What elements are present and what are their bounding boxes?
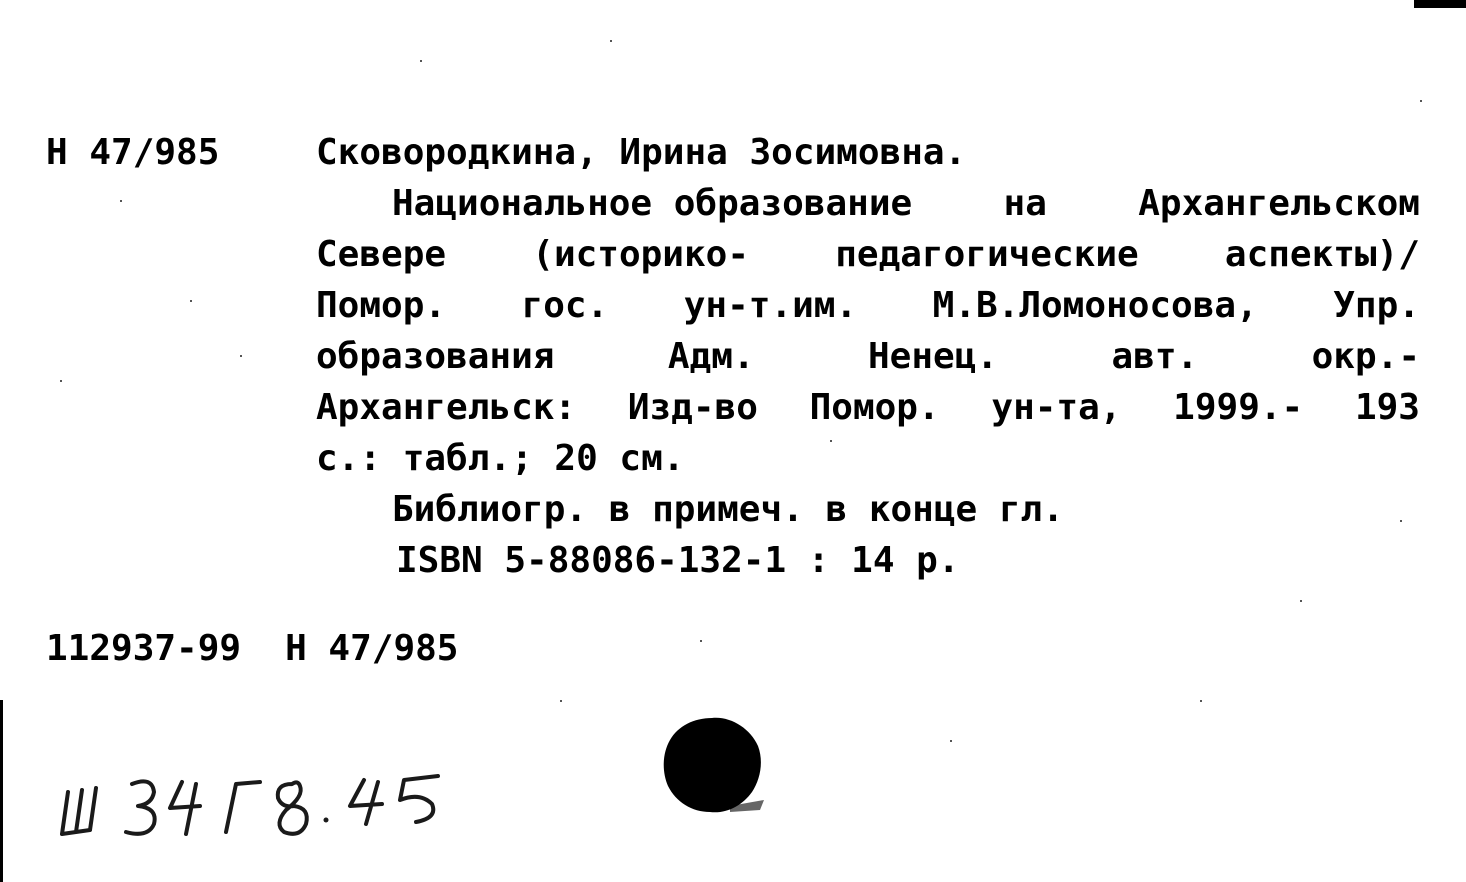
title-line-3-part-1: Помор.: [316, 285, 447, 326]
author-heading: Сковородкина, Ирина Зосимовна.: [316, 132, 967, 173]
accession-number: 112937-99: [46, 628, 242, 669]
title-line-3-part-4: М.В.Ломоносова,: [932, 285, 1258, 326]
title-line-3-part-3: ун-т.им.: [683, 285, 858, 326]
title-line-5-part-4: ун-та,: [991, 387, 1122, 428]
title-line-3-part-5: Упр.: [1333, 285, 1420, 326]
title-line-4: [316, 331, 1420, 382]
punch-hole: [660, 714, 764, 818]
call-number-bottom: Н 47/985: [285, 628, 459, 669]
title-line-5-part-3: Помор.: [809, 387, 940, 428]
title-line-1-part-2: на: [1003, 183, 1047, 224]
title-line-5-part-2: Изд-во: [627, 387, 758, 428]
title-line-5: [316, 382, 1420, 433]
title-line-2: [316, 229, 1420, 280]
title-line-2-part-2: (историко-: [532, 234, 750, 275]
title-line-3: [316, 280, 1420, 331]
physical-description: с.: табл.; 20 см.: [316, 438, 685, 479]
corner-mark: [1414, 0, 1466, 8]
title-line-4-part-2: Адм.: [667, 336, 755, 377]
title-line-4-part-5: окр.-: [1311, 336, 1420, 377]
title-line-3-part-2: гос.: [521, 285, 609, 326]
title-line-2-part-3: педагогические: [835, 234, 1139, 275]
isbn-line: ISBN 5-88086-132-1 : 14 р.: [396, 540, 960, 581]
title-line-1-part-3: Архангельском: [1138, 183, 1420, 224]
bottom-identifiers: [46, 623, 458, 674]
title-line-4-part-3: Ненец.: [868, 336, 999, 377]
title-line-4-part-4: авт.: [1111, 336, 1199, 377]
bibliography-note: Библиогр. в примеч. в конце гл.: [392, 489, 1064, 530]
title-line-1-part-1: Национальное образование: [392, 183, 913, 224]
title-line-2-part-4: аспекты)/: [1224, 234, 1420, 275]
title-line-4-part-1: образования: [316, 336, 555, 377]
title-line-2-part-1: Севере: [316, 234, 447, 275]
call-number: Н 47/985: [46, 132, 220, 173]
title-line-5-part-1: Архангельск:: [316, 387, 577, 428]
title-line-5-part-5: 1999.-: [1173, 387, 1304, 428]
title-line-5-part-6: 193: [1354, 387, 1420, 428]
title-line-1: [316, 178, 1420, 229]
card-edge: [0, 700, 3, 882]
bibliographic-record: [316, 127, 1426, 586]
handwritten-shelf-mark: [60, 762, 460, 852]
